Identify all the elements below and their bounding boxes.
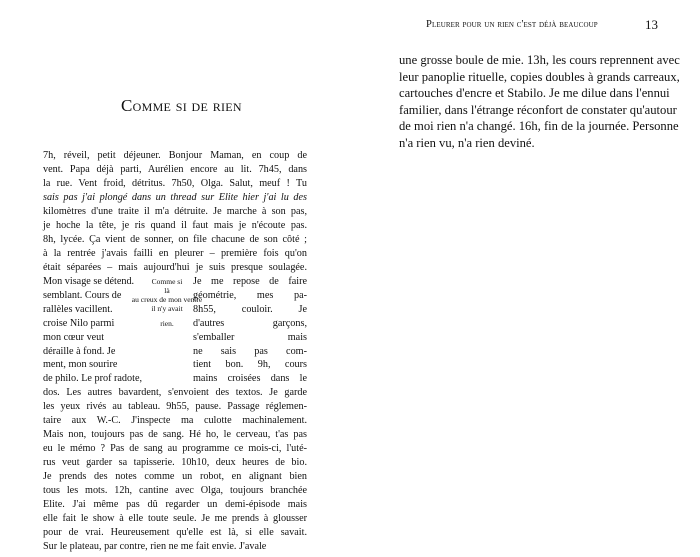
text-line: de philo. Le prof radote, (43, 373, 143, 385)
text-line: je hoche la tête, je ris quand il faut mais je n'écoute pas. (43, 219, 307, 231)
text-line (43, 177, 307, 191)
inset-line: il n'y avait (151, 303, 183, 313)
text-line: 8h55, couloir. Je (193, 303, 307, 315)
text-line: rallèles vacillent. (43, 303, 113, 315)
text-line: dos. Les autres bavardent, s'envoient des textos. Je garde (43, 387, 307, 399)
inset-line: au creux de mon ventre (131, 294, 203, 304)
text-line: tous les mots. 12h, cantine avec Olga, toujours branchée (43, 485, 307, 497)
text-line: n'a rien vu, n'a rien deviné. (399, 136, 535, 150)
text-line: mains croisées dans le (193, 373, 307, 385)
text-line-part: la rue. Vent froid, détritus. 7h50, Olga. Salut, meuf ! Tu (43, 177, 307, 189)
inset-poem (124, 277, 210, 328)
text-line: déraille à fond. Je (43, 345, 116, 357)
text-line: ment, mon sourire (43, 359, 118, 371)
text-line: leur panoplie rituelle, copies doubles à grands carreaux, (399, 70, 680, 84)
text-line: Mon visage se détend. (43, 275, 135, 287)
text-line: d'autres garçons, (193, 317, 307, 329)
text-line: familier, dans l'étrange réconfort de constater qu'autour (399, 103, 677, 117)
text-line: mon cœur veut (43, 331, 105, 343)
text-line: tient bon. 9h, cours (193, 359, 307, 371)
text-line: les yeux rivés au tableau. 9h55, pause. Passage réglemen- (43, 401, 307, 413)
text-line: pour de vrai. Heureusement qu'elle est là, si elle savait. (43, 527, 307, 539)
text-line: s'emballer mais (193, 331, 307, 343)
text-line: à la rentrée j'avais failli en pleurer – première fois qu'on (43, 247, 307, 259)
text-line: vent. Papa déjà parti, Aurélien encore au lit. 7h45, dans (43, 163, 307, 175)
text-line: elle fait le show à elle toute seule. Je me prends à glousser (43, 513, 307, 525)
text-line: de moi rien n'a changé. 16h, fin de la journée. Personne (399, 119, 679, 133)
page-number: 13 (645, 17, 658, 32)
text-line: Je me repose de faire (193, 275, 307, 287)
text-line: croise Nilo parmi (43, 317, 115, 329)
inset-line: Comme si (151, 276, 183, 286)
text-line: semblant. Cours de (43, 289, 122, 301)
text-line: eu le mémo ? Pas de sang au programme ce mois-ci, l'uté- (43, 443, 307, 455)
text-line: géométrie, mes pa- (193, 289, 307, 301)
text-line: 8h, lycée. Ça vient de sonner, on file chacune de son côté ; (43, 233, 307, 245)
text-line: ne sais pas com- (193, 345, 307, 357)
text-line: Sur le plateau, par contre, rien ne me fait envie. J'avale (43, 541, 267, 552)
chapter-title: Comme si de rien (121, 96, 242, 115)
text-line: Elite. J'ai même pas dû regarder un demi-épisode mais (43, 499, 307, 511)
text-line: rus veut garder sa tapisserie. 10h10, deux heures de bio. (43, 457, 307, 469)
running-head: Pleurer pour un rien c'est déjà beaucoup (426, 19, 598, 30)
text-line: kilomètres d'une traite il m'a détruite. Je marche à son pas, (43, 205, 307, 217)
text-line: taire aux W.-C. J'inspecte ma culotte machinalement. (43, 415, 307, 427)
text-line: cartouches d'encre et Stabilo. Je me dilue dans l'ennui (399, 86, 670, 100)
text-line: Je prends des notes comme un robot, en alignant bien (43, 471, 307, 483)
text-line: sais pas j'ai plongé dans un thread sur Elite hier j'ai lu des (43, 191, 307, 203)
inset-line: là (164, 285, 170, 295)
text-line: une grosse boule de mie. 13h, les cours reprennent avec (399, 53, 680, 67)
text-line: Mais non, toujours pas de sang. Hé ho, le cerveau, t'as pas (43, 429, 307, 441)
inset-line: rien. (160, 318, 174, 328)
text-line: 7h, réveil, petit déjeuner. Bonjour Maman, en coup de (43, 150, 307, 161)
text-line: était séparées – mais aujourd'hui je suis presque soulagée. (43, 261, 307, 273)
